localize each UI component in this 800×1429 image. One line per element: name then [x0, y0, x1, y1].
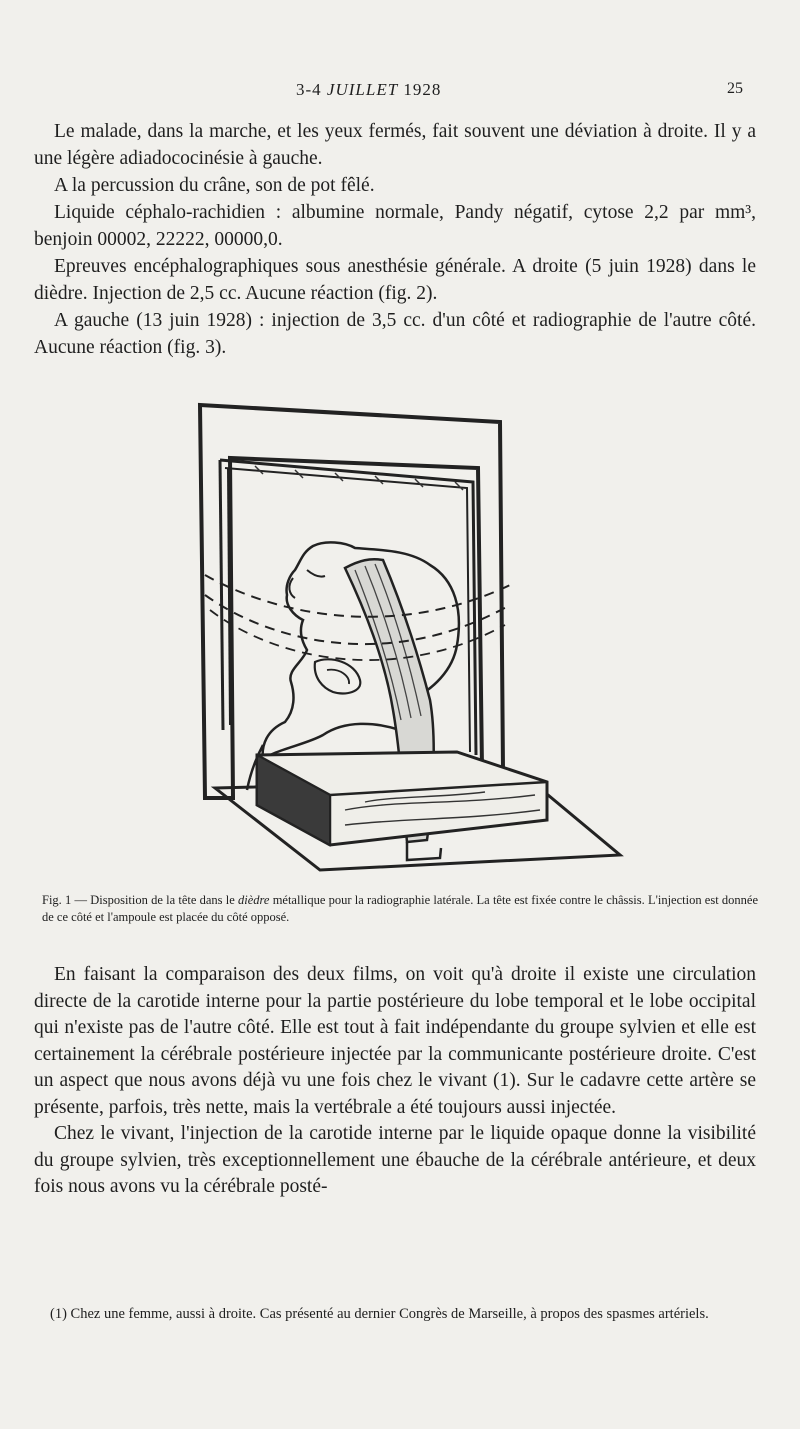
page-number: 25 [727, 80, 743, 97]
caption-label: Fig. 1 — [42, 893, 91, 907]
body-text-top [34, 118, 756, 361]
paragraph: A gauche (13 juin 1928) : injection de 3,5 cc. d'un côté et radiographie de l'autre côté. Aucune réaction (fig. 3). [34, 310, 756, 358]
issue-days: 3-4 [296, 80, 322, 99]
issue-year: 1928 [403, 80, 442, 99]
paragraph: Epreuves encéphalographiques sous anesthésie générale. A droite (5 juin 1928) dans le dièdre. Injection de 2,5 cc. Aucune réaction (fig. 2). [34, 256, 756, 304]
metal-frame-inner [220, 460, 476, 755]
caption-italic: dièdre [237, 893, 270, 907]
issue-month: JUILLET [326, 80, 399, 99]
caption-text-1: Disposition de la tête dans le [90, 893, 238, 907]
footnote: (1) Chez une femme, aussi à droite. Cas présenté au dernier Congrès de Marseille, à propos des spasmes artériels. [50, 1306, 709, 1322]
body-text-bottom [34, 962, 756, 1201]
paragraph: Le malade, dans la marche, et les yeux fermés, fait souvent une déviation à droite. Il y a une légère adiadococinésie à gauche. [34, 121, 756, 169]
metal-frame-inner2 [225, 468, 470, 752]
figure-caption [42, 892, 758, 926]
paragraph: A la percussion du crâne, son de pot fêlé. [54, 175, 375, 196]
paragraph: En faisant la comparaison des deux films, on voit qu'à droite il existe une circulation directe de la carotide interne pour la partie postérieure du lobe temporal et le lobe occipital qui n'existe pas de l'autre côté. Elle est tout à fait indépendante du groupe sylvien et elle est certainement la cérébrale postérieure injectée par la communicante postérieure droite. C'est un aspect que nous avons déjà vu une fois chez le vivant (1). Sur le cadavre cette artère se présente, parfois, très nette, mais la vertébrale a été toujours aussi injectée. [34, 964, 756, 1118]
head-in-dihedral-drawing [195, 400, 625, 890]
caption-text-2: métallique pour la radiographie latérale. La tête est fixée contre le châssis. L'injection est donnée de ce côté et l'ampoule est placée du côté opposé. [42, 893, 758, 924]
ear [315, 659, 361, 693]
paragraph: Liquide céphalo-rachidien : albumine normale, Pandy négatif, cytose 2,2 par mm³, benjoin 00002, 22222, 00000,0. [34, 202, 756, 250]
running-header [0, 80, 800, 104]
figure-illustration [195, 400, 625, 890]
running-title [296, 80, 441, 100]
paragraph: Chez le vivant, l'injection de la carotide interne par le liquide opaque donne la visibilité du groupe sylvien, très exceptionnellement une ébauche de la cérébrale antérieure, et deux fois nous avons vu la cérébrale posté- [34, 1123, 756, 1197]
